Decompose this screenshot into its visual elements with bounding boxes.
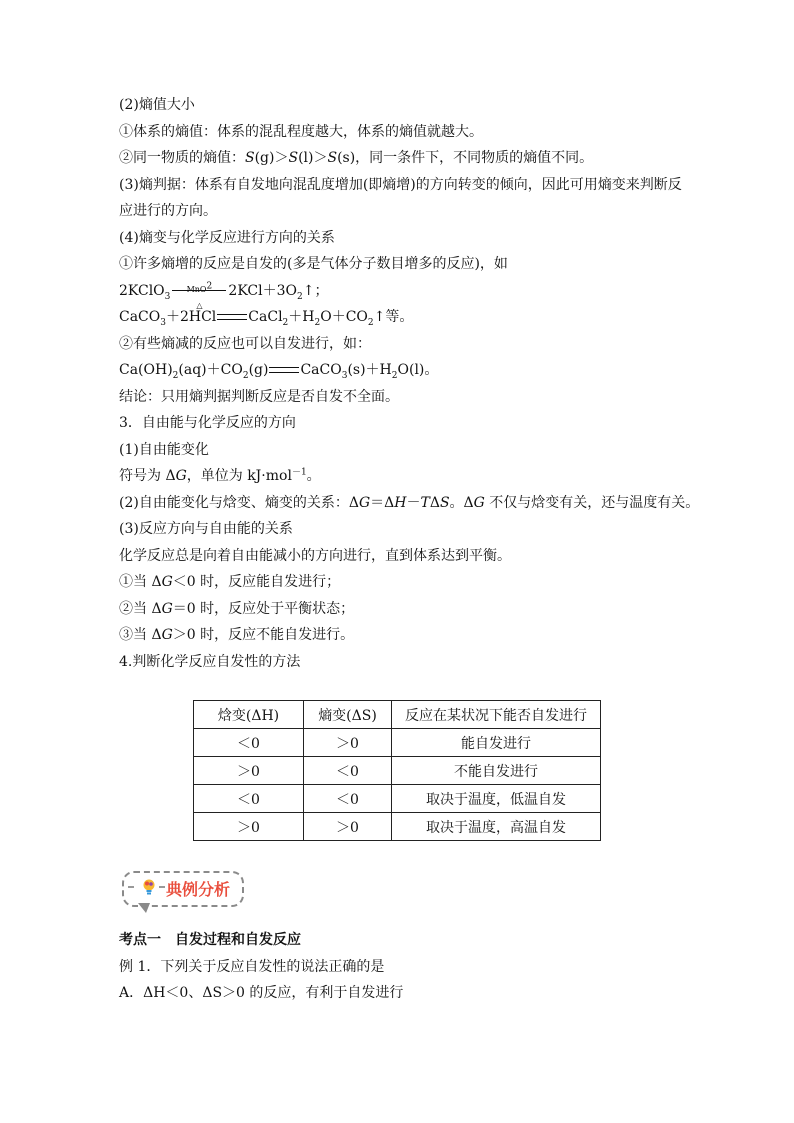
table-cell: ＞0 [304,729,392,757]
equals-sign [269,367,299,373]
entropy-point-1: ①体系的熵值：体系的混乱程度越大，体系的熵值就越大。 [119,123,483,140]
document-body [119,92,700,675]
table-header: 熵变(ΔS) [304,701,392,729]
badge-title: 典例分析 [166,880,231,899]
heading-direction-free-energy: (3)反应方向与自由能的关系 [119,521,293,537]
heading-entropy-direction: (4)熵变与化学反应进行方向的关系 [119,229,335,246]
table-row [194,757,601,785]
table-header-row [194,701,601,729]
free-energy-relation: (2)自由能变化与焓变、熵变的关系：ΔG＝ΔH－TΔS。ΔG 不仅与焓变有关，还与温度有关。 [119,494,700,511]
case-positive: ③当 ΔG＞0 时，反应不能自发进行。 [119,627,355,643]
table-header: 焓变(ΔH) [194,701,304,729]
example-analysis-badge [118,869,244,915]
example-question: 例 1．下列关于反应自发性的说法正确的是 [119,958,385,975]
table-row [194,729,601,757]
table-cell: ＞0 [194,757,304,785]
reaction-arrow: MnO$^2$ △ [172,281,226,301]
table-cell: ＜0 [194,729,304,757]
table-header: 反应在某状况下能否自发进行 [392,701,601,729]
free-energy-principle: 化学反应总是向着自由能减小的方向进行，直到体系达到平衡。 [119,547,511,564]
topic-heading: 考点一 自发过程和自发反应 [119,932,301,948]
case-zero: ②当 ΔG＝0 时，反应处于平衡状态； [119,600,355,617]
entropy-criterion-line-2: 应进行的方向。 [119,203,217,219]
entropy-point-2: ②同一物质的熵值：S(g)＞S(l)＞S(s)，同一条件下，不同物质的熵值不同。 [119,150,594,166]
heading-judgement-method: 4.判断化学反应自发性的方法 [119,653,301,670]
table-cell: 取决于温度，低温自发 [392,785,601,813]
table-cell: 不能自发进行 [392,757,601,785]
option-a: A．ΔH＜0、ΔS＞0 的反应，有利于自发进行 [119,985,404,1001]
case-negative: ①当 ΔG＜0 时，反应能自发进行； [119,574,341,590]
table-cell: ＜0 [304,785,392,813]
example-section [119,927,689,1007]
table-row [194,813,601,841]
heading-entropy-size: (2)熵值大小 [119,97,195,113]
table-row [194,785,601,813]
equation-kclo3: 2KClO$_3$ MnO$^2$ △ $2KCl+3O_2↑$； [119,280,329,310]
table-cell: ＞0 [304,813,392,841]
table-cell: ＜0 [194,785,304,813]
free-energy-symbol: 符号为 ΔG，单位为 kJ·mol$^{-1}$。 [119,467,321,484]
entropy-criterion-line-1: (3)熵判据：体系有自发地向混乱度增加(即熵增)的方向转变的倾向，因此可用熵变来判断反 [119,176,682,193]
table-cell: ＜0 [304,757,392,785]
badge-dash [159,886,165,888]
equation-caco3: CaCO$_3$＋2HCl $CaCl_2+H_2O+CO_2↑$等。 [119,309,414,328]
heading-free-energy: 3．自由能与化学反应的方向 [119,415,296,431]
equation-caoh2: $Ca(OH)_2(aq)+CO_2(g)$ $CaCO_3(s)+H_2O(l)$。 [119,362,439,381]
table-cell: 能自发进行 [392,729,601,757]
badge-dash [128,886,134,888]
spontaneity-table [193,700,601,841]
badge-tail [138,903,150,913]
table-cell: ＞0 [194,813,304,841]
entropy-increase-text: ①许多熵增的反应是自发的(多是气体分子数目增多的反应)，如 [119,256,508,272]
conclusion: 结论：只用熵判据判断反应是否自发不全面。 [119,388,399,405]
entropy-decrease-text: ②有些熵减的反应也可以自发进行，如： [119,335,371,352]
table-cell: 取决于温度，高温自发 [392,813,601,841]
heading-free-energy-change: (1)自由能变化 [119,441,209,458]
lightbulb-icon [140,878,158,896]
